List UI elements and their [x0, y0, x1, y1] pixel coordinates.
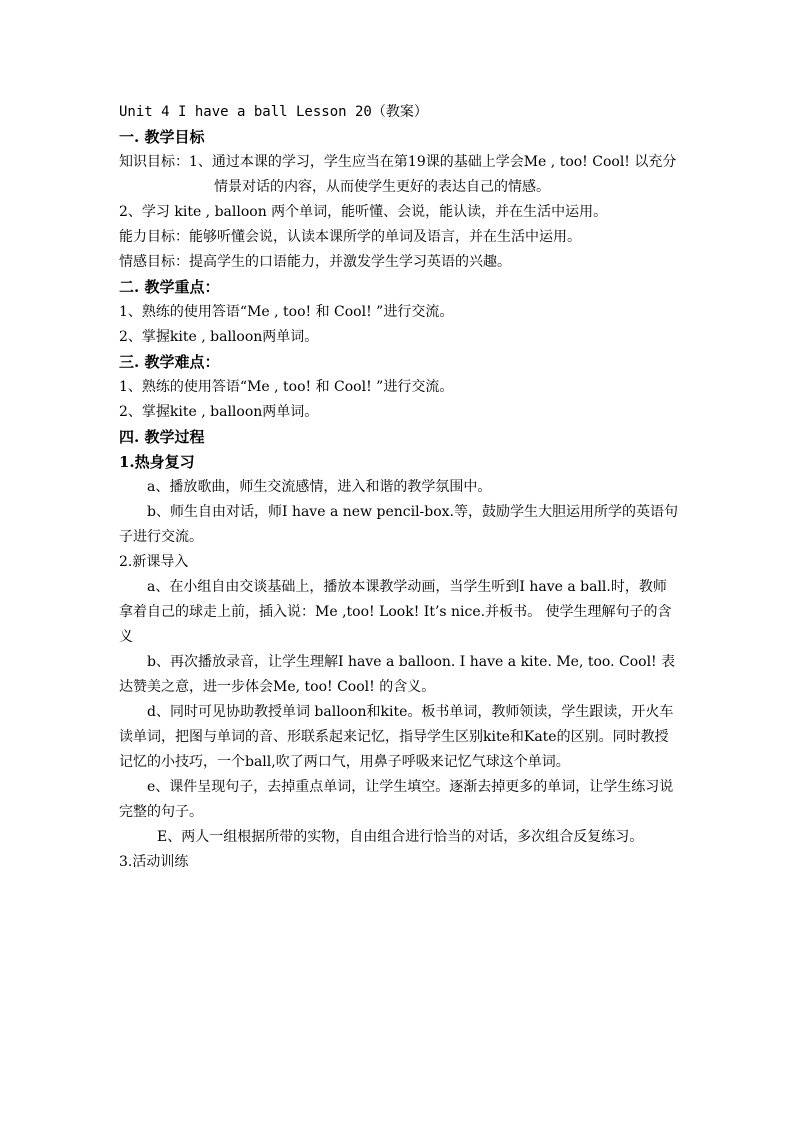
ability-goal: 能力目标：能够听懂会说，认读本课所学的单词及语言，并在生活中运用。: [119, 229, 581, 245]
section-heading-process: 四. 教学过程: [119, 428, 205, 446]
section-heading-key-points: 二. 教学重点：: [119, 278, 220, 296]
step2-item-e: e、课件呈现句子，去掉重点单词，让学生填空。逐渐去掉更多的单词，让学生练习说完整的句子。: [119, 779, 674, 820]
emotion-goal: 情感目标：提高学生的口语能力，并激发学生学习英语的兴趣。: [119, 254, 511, 270]
step2-item-a: a、在小组自由交谈基础上，播放本课教学动画，当学生听到I have a ball.时，教师拿着自己的球走上前，插入说：Me ,too! Look! It’s nice.并板书。 使学生理解句子的含义: [119, 579, 672, 645]
step-heading-activity: 3.活动训练: [119, 854, 189, 870]
step2-item-E: E、两人一组根据所带的实物，自由组合进行恰当的对话，多次组合反复练习。: [157, 829, 644, 845]
step-heading-warmup: 1.热身复习: [119, 453, 195, 471]
step2-item-b: b、再次播放录音，让学生理解I have a balloon. I have a kite. Me, too. Cool! 表达赞美之意，进一步体会Me, too! Cool! 的含义。: [119, 654, 676, 695]
section-heading-difficult-points: 三. 教学难点：: [119, 353, 220, 371]
key-point-2: 2、掌握kite , balloon两单词。: [119, 329, 319, 345]
step2-item-d: d、同时可见协助教授单词 balloon和kite。板书单词，教师领读，学生跟读，开火车读单词，把图与单词的音、形联系起来记忆，指导学生区别kite和Kate的区别。同时教授记忆的小技巧，一个ball,吹了两口气，用鼻子呼吸来记忆气球这个单词。: [119, 704, 674, 770]
document-title: Unit 4 I have a ball Lesson 20（教案）: [119, 104, 428, 120]
difficult-point-2: 2、掌握kite , balloon两单词。: [119, 404, 319, 420]
difficult-point-1: 1、熟练的使用答语“Me , too! 和 Cool! ”进行交流。: [119, 379, 454, 395]
knowledge-goal-item-2: 2、学习 kite , balloon 两个单词，能听懂、会说，能认读，并在生活中运用。: [119, 204, 608, 220]
step-heading-new-lesson: 2.新课导入: [119, 554, 189, 570]
key-point-1: 1、熟练的使用答语“Me , too! 和 Cool! ”进行交流。: [119, 304, 454, 320]
document-body: [119, 100, 679, 875]
step1-item-b: b、师生自由对话，师I have a new pencil-box.等，鼓励学生大胆运用所学的英语句子进行交流。: [119, 504, 679, 545]
knowledge-goal: 知识目标：1、通过本课的学习，学生应当在第19课的基础上学会Me , too! Cool! 以充分情景对话的内容，从而使学生更好的表达自己的情感。: [119, 154, 677, 195]
section-heading-objectives: 一. 教学目标: [119, 128, 205, 146]
step1-item-a: a、播放歌曲，师生交流感情，进入和谐的教学氛围中。: [147, 479, 492, 495]
